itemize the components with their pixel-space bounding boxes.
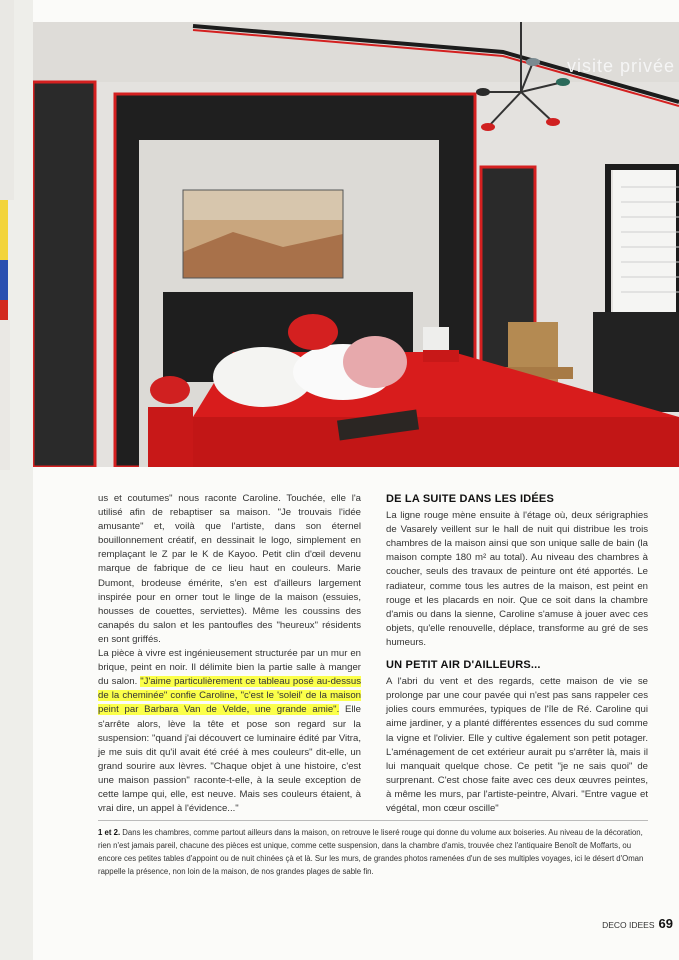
paragraph: La ligne rouge mène ensuite à l'étage où, deux sérigraphies de Vasarely veillent sur le hall de nuit qui distribue les trois chambres de la maison ainsi que son unique salle de bain (la maison compte 180 m² au total). Au niveau des chambres à coucher, seuls des travaux de peinture ont été apportés. Le radiateur, comme tous les autres de la maison, est peint en rouge et les placards en noir. Que ce soit dans la chambre d'amis ou dans la sienne, Caroline s'amuse à jouer avec ces objets, qu'elle renouvelle, déplace, transforme au gré de ses humeurs. [386, 510, 648, 648]
paragraph-text: Elle s'arrête alors, lève la tête et pose son regard sur la suspension: "quand j'ai découvert ce luminaire édité par Vitra, je me suis dit qu'il avait été créé à mes couleurs" dit-elle, un grand sourire aux lèvres. "Chaque objet à une histoire, c'est une maison passion" raconte-t-elle, à la seule exception de cette lampe qui, elle, est neuve. Mais ses couleurs étaient, à vrai dire, un appel à l'évidence..." [98, 704, 361, 815]
highlighted-quote: "J'aime particulièrement ce tableau posé au-dessus de la cheminée" confie Caroline, "c'est le 'soleil' de la maison peint par Barbara Van de Velde, une grande amie". [98, 676, 361, 716]
bedroom-illustration [33, 22, 679, 467]
caption-lead: 1 et 2. [98, 828, 121, 837]
article-column-right [386, 492, 648, 816]
facing-page-edge [0, 0, 33, 960]
page-number: 69 [658, 916, 673, 931]
caption-divider [98, 820, 648, 821]
bedroom-photo [33, 22, 679, 467]
paragraph: A l'abri du vent et des regards, cette maison de vie se prolonge par une cour pavée qui n'est pas sans rappeler ces jolies cours emmurées, typiques de l'île de Ré. Caroline qui aime jardiner, y a planté différentes essences du sud comme la vigne et l'olivier. Elle y cultive également son petit potager. L'aménagement de cet extérieur aurait pu s'arrêter là, mais il lui manquait quelque chose. Ce petit "je ne sais quoi" de surprenant. C'est chose faite avec ces deux œuvres peintes, à même les murs, par l'artiste-peintre, Alvari. "Entre vague et végétal, mon cœur oscille" [386, 676, 648, 814]
caption-text: Dans les chambres, comme partout ailleurs dans la maison, on retrouve le liseré rouge qui donne du volume aux boiseries. Au niveau de la décoration, rien n'est jamais pareil, chacune des pièces est unique, comme cette suspension, dans la chambre d'amis, trouvée chez l'antiquaire Benoît de Moffarts, ou encore ces petites tables d'appoint ou de nuit chinées çà et là. Sur les murs, de grandes photos ramenées d'un de ses multiples voyages, ici le désert d'Oman rappelle la présence, non loin de la maison, de nos grandes plages de sable fin. [98, 828, 644, 876]
photo-caption [98, 826, 648, 878]
page-footer [602, 916, 673, 931]
paragraph: us et coutumes" nous raconte Caroline. Touchée, elle l'a utilisé afin de rebaptiser sa maison. "Je trouvais l'idée amusante" et, voilà que l'artiste, dans son éternel bouillonnement créatif, en dessinait le logo, simplement en remplaçant le Z par le K de Kayoo. Petit clin d'œil devenu marque de fabrique de ce lieu haut en couleurs. Marie Dumont, brodeuse émérite, s'en est d'ailleurs largement inspirée pour en orner tout le linge de la maison (essuies, housses de couettes, serviettes). Même les coussins des canapés du salon et les pantoufles des "heureux" résidents en sont griffés. [98, 493, 361, 645]
section-heading: UN PETIT AIR D'AILLEURS... [386, 659, 541, 672]
section-heading: DE LA SUITE DANS LES IDÉES [386, 493, 554, 505]
rubric-title: visite privée [566, 56, 675, 76]
paragraph-text: La pièce à vivre est ingénieusement structurée par un mur en brique, peint en noir. Il délimite bien la partie salle à manger du salon. [98, 648, 361, 688]
paragraph [98, 647, 361, 816]
magazine-name: DECO IDEES [602, 920, 655, 930]
article-column-left [98, 492, 361, 816]
